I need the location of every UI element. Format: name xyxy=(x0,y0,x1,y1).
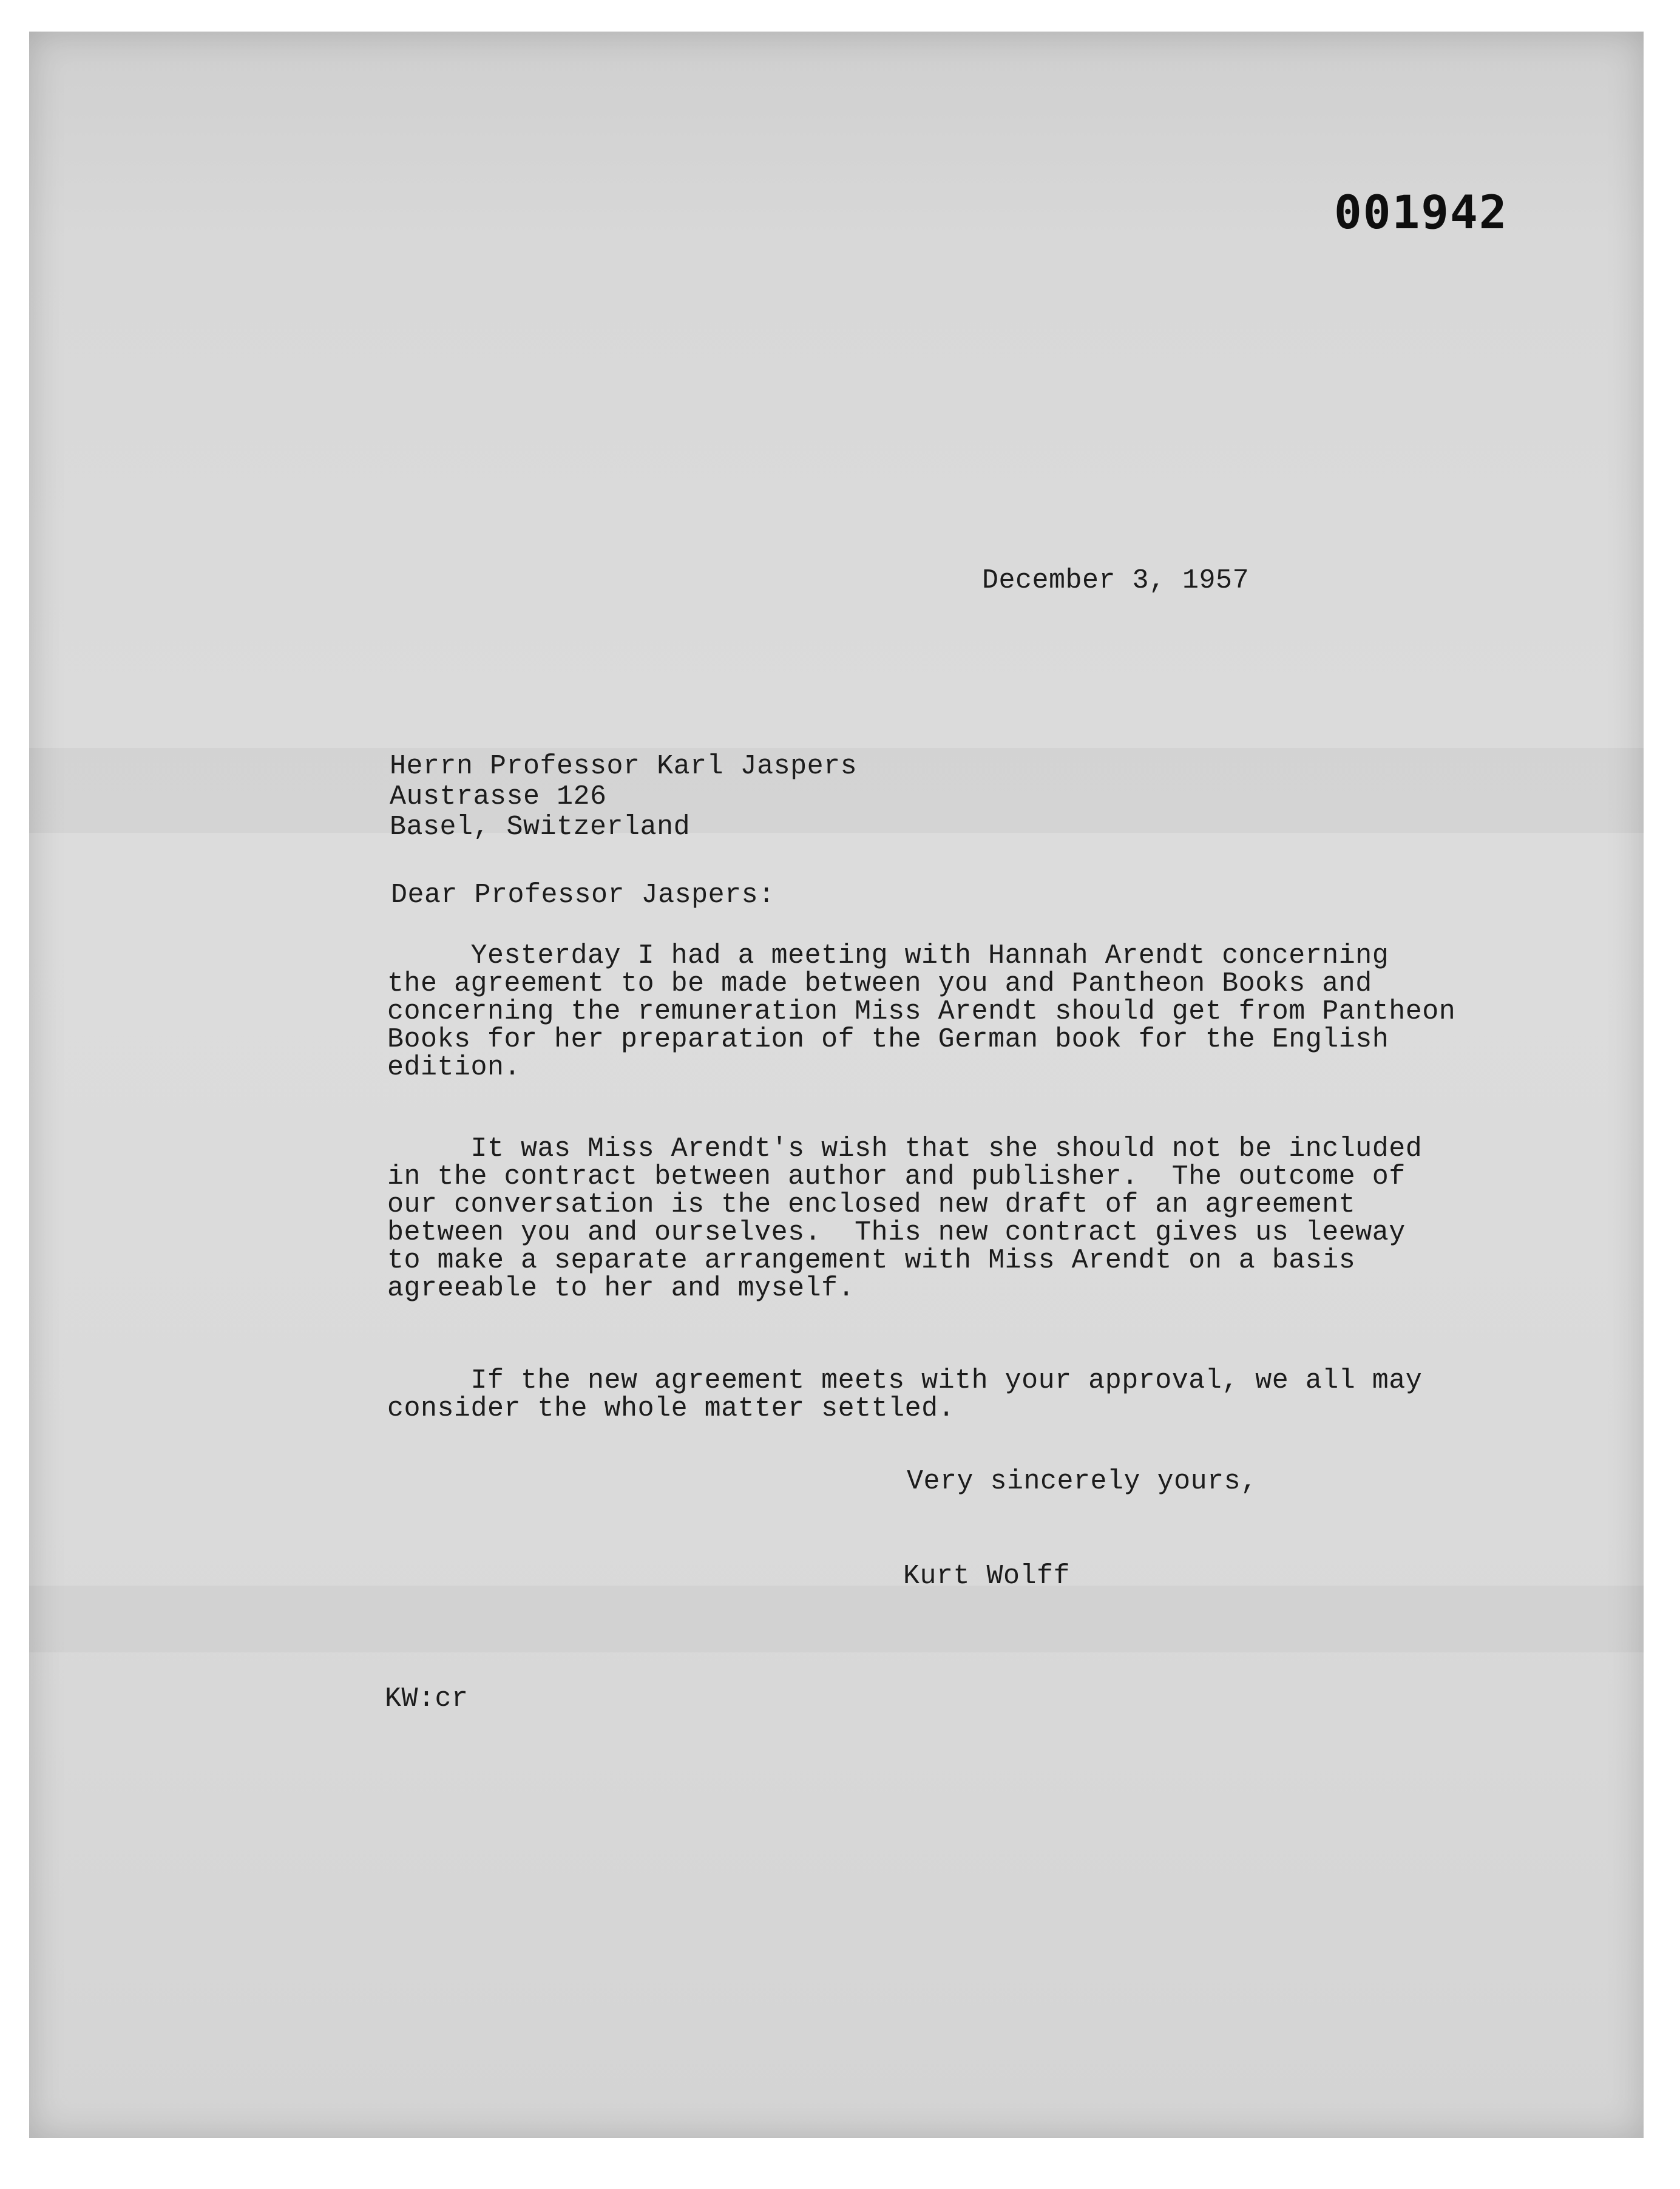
letter-date: December 3, 1957 xyxy=(982,565,1250,596)
letter-sheet xyxy=(29,32,1644,2138)
body-paragraph-1 xyxy=(387,942,1455,1082)
complimentary-close: Very sincerely yours, xyxy=(907,1466,1258,1497)
paragraph-line: concerning the remuneration Miss Arendt should get from Pantheon xyxy=(387,996,1456,1027)
signer-name: Kurt Wolff xyxy=(903,1561,1071,1592)
paragraph-line: consider the whole matter settled. xyxy=(387,1393,955,1424)
body-paragraph-3 xyxy=(387,1367,1422,1423)
paragraph-line: in the contract between author and publisher. The outcome of xyxy=(387,1161,1406,1192)
recipient-city-line: Basel, Switzerland xyxy=(390,812,691,843)
body-paragraph-2 xyxy=(387,1135,1422,1303)
paragraph-line: edition. xyxy=(387,1052,521,1083)
recipient-name-line: Herrn Professor Karl Jaspers xyxy=(390,751,858,782)
reference-initials: KW:cr xyxy=(385,1683,469,1714)
paragraph-line: agreeable to her and myself. xyxy=(387,1273,855,1304)
paragraph-line: Books for her preparation of the German book for the English xyxy=(387,1024,1389,1055)
document-number: 001942 xyxy=(1334,185,1508,239)
paragraph-line: our conversation is the enclosed new draft of an agreement xyxy=(387,1189,1356,1220)
paragraph-line: If the new agreement meets with your approval, we all may xyxy=(387,1365,1423,1396)
recipient-street-line: Austrasse 126 xyxy=(390,781,607,812)
paragraph-line: the agreement to be made between you and Pantheon Books and xyxy=(387,968,1372,999)
paragraph-line: Yesterday I had a meeting with Hannah Arendt concerning xyxy=(387,940,1389,971)
paragraph-line: It was Miss Arendt's wish that she should not be included xyxy=(387,1133,1423,1164)
paragraph-line: between you and ourselves. This new contract gives us leeway xyxy=(387,1217,1406,1248)
paragraph-line: to make a separate arrangement with Miss Arendt on a basis xyxy=(387,1245,1356,1276)
salutation: Dear Professor Jaspers: xyxy=(391,880,775,911)
